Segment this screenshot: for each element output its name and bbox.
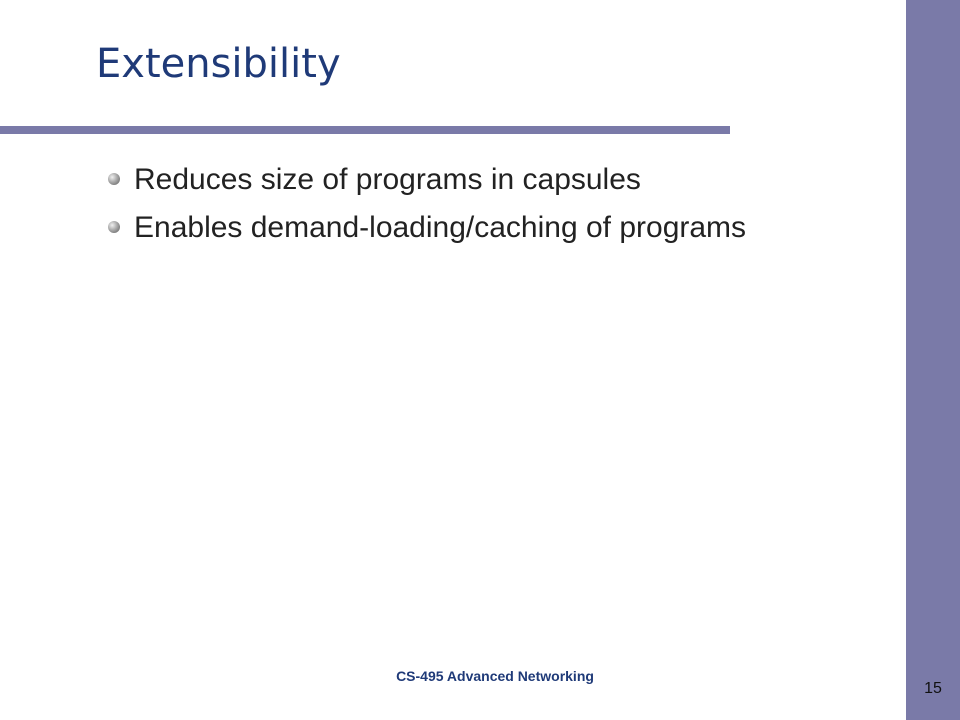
bullet-item	[106, 160, 796, 200]
bullet-text: Reduces size of programs in capsules	[134, 163, 641, 196]
bullet-dot-icon	[108, 173, 120, 185]
title-underline	[0, 126, 730, 134]
bullet-list	[106, 160, 796, 256]
slide-number: 15	[924, 680, 942, 697]
bullet-text: Enables demand-loading/caching of programs	[134, 211, 747, 244]
side-accent-bar	[906, 0, 960, 720]
slide-footer: CS-495 Advanced Networking	[396, 668, 594, 684]
bullet-item	[106, 208, 796, 248]
slide-title: Extensibility	[96, 41, 341, 87]
bullet-dot-icon	[108, 221, 120, 233]
